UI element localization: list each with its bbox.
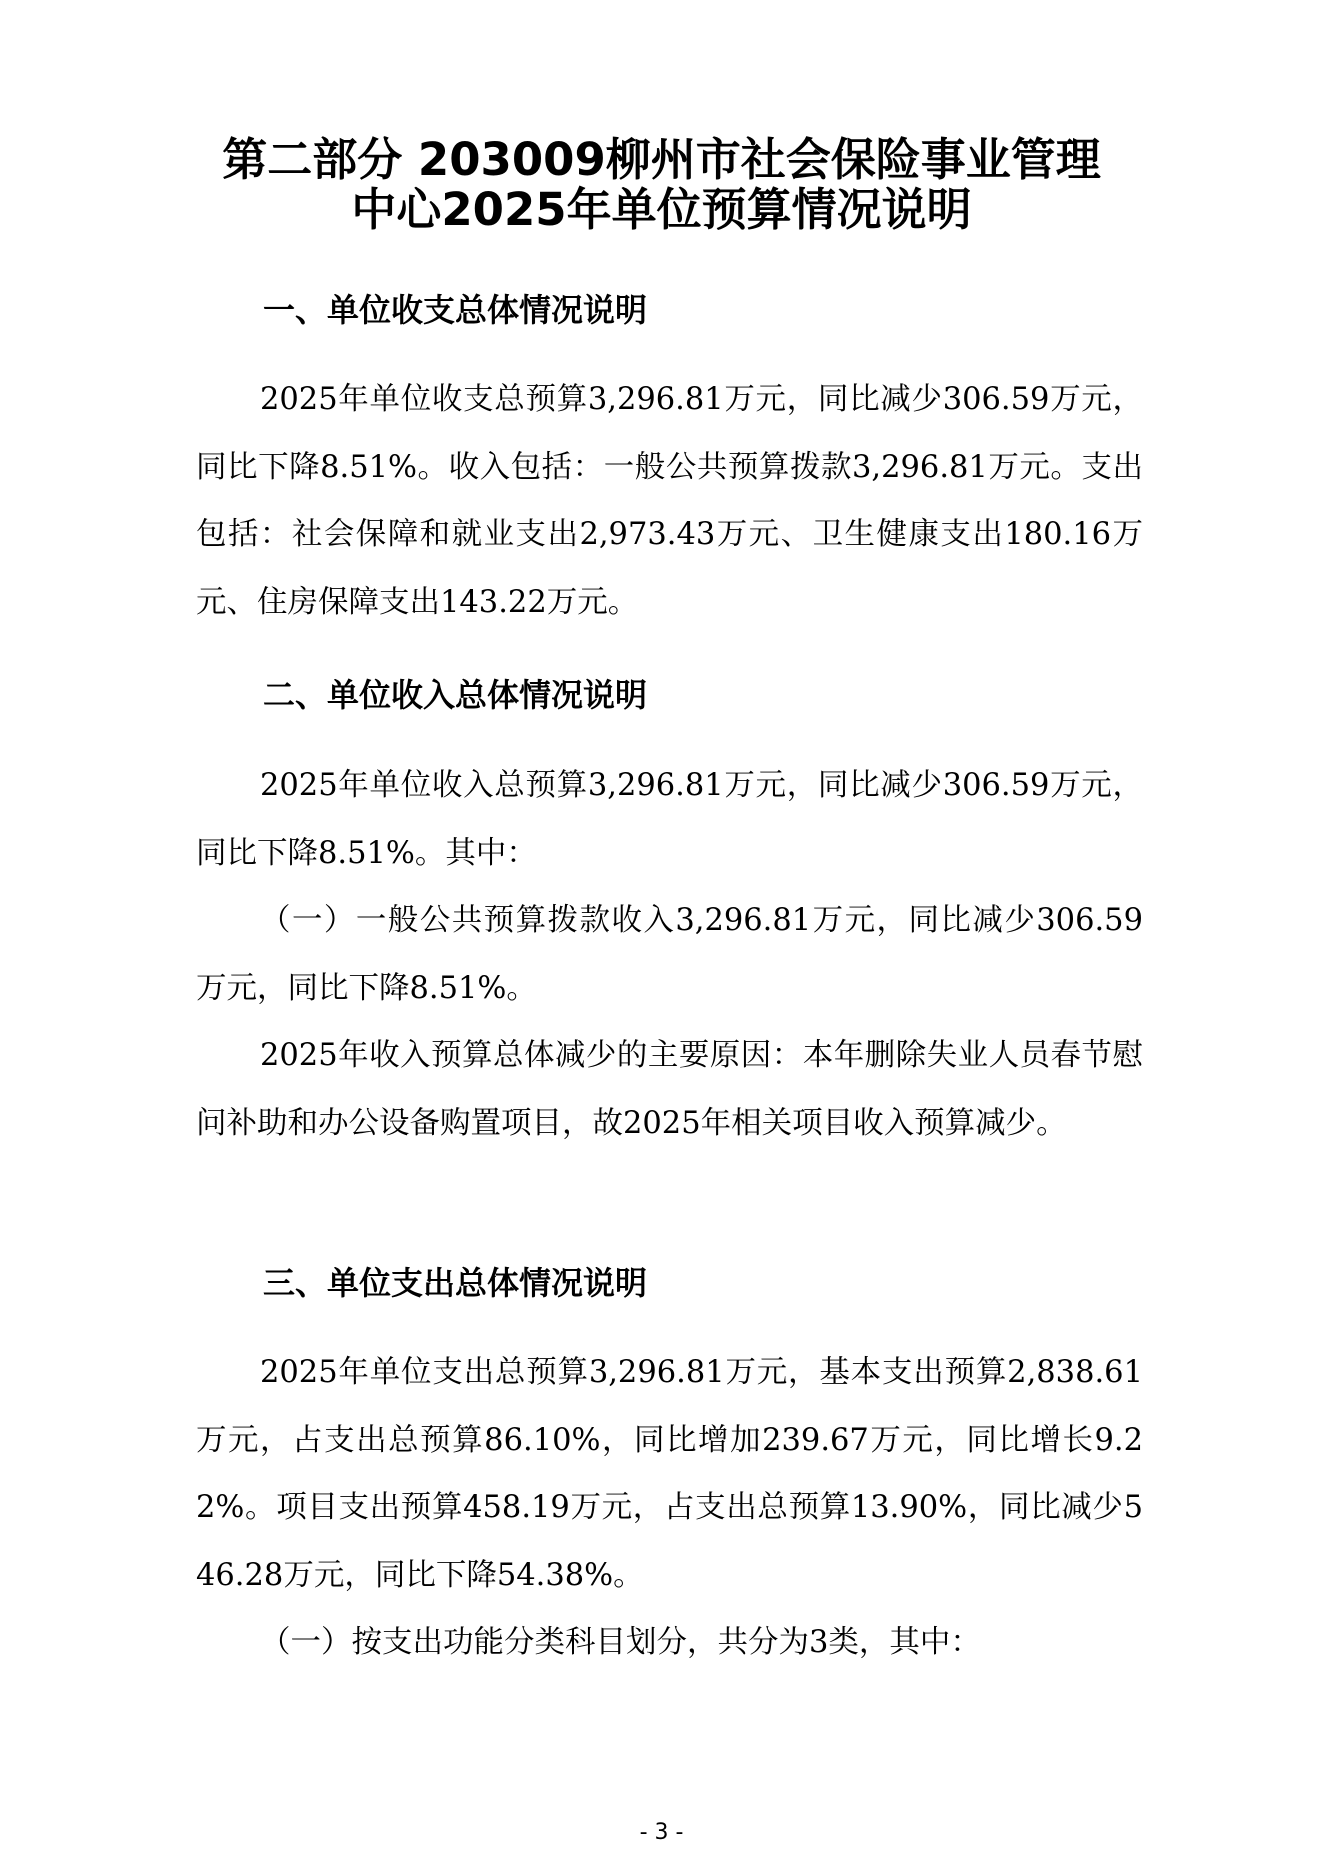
page-number: - 3 - bbox=[639, 1820, 684, 1845]
paragraph-income-expenditure-summary: 2025年单位收支总预算3,296.81万元，同比减少306.59万元，同比下降8.51%。收入包括：一般公共预算拨款3,296.81万元。支出包括：社会保障和就业支出2,973.43万元、卫生健康支出180.16万元、住房保障支出143.22万元。 bbox=[196, 382, 1143, 620]
document-title-line-1: 第二部分 203009柳州市社会保险事业管理 bbox=[222, 133, 1101, 186]
document-title-line-2: 中心2025年单位预算情况说明 bbox=[351, 183, 972, 236]
paragraph-income-summary: 2025年单位收入总预算3,296.81万元，同比减少306.59万元，同比下降8.51%。其中： bbox=[196, 768, 1143, 871]
paragraph-general-budget-income: （一）一般公共预算拨款收入3,296.81万元，同比减少306.59万元，同比下降8.51%。 bbox=[196, 903, 1143, 1006]
paragraph-expenditure-summary: 2025年单位支出总预算3,296.81万元，基本支出预算2,838.61万元，占支出总预算86.10%，同比增加239.67万元，同比增长9.22%。项目支出预算458.19万元，占支出总预算13.90%，同比减少546.28万元，同比下降54.38%。 bbox=[196, 1355, 1143, 1593]
paragraph-income-decrease-reason: 2025年收入预算总体减少的主要原因：本年删除失业人员春节慰问补助和办公设备购置项目，故2025年相关项目收入预算减少。 bbox=[196, 1038, 1143, 1141]
section-heading-expenditure: 三、单位支出总体情况说明 bbox=[263, 1264, 648, 1302]
section-heading-income: 二、单位收入总体情况说明 bbox=[263, 676, 648, 714]
paragraph-functional-classification: （一）按支出功能分类科目划分，共分为3类，其中： bbox=[260, 1625, 981, 1660]
section-heading-income-expenditure: 一、单位收支总体情况说明 bbox=[263, 291, 648, 329]
